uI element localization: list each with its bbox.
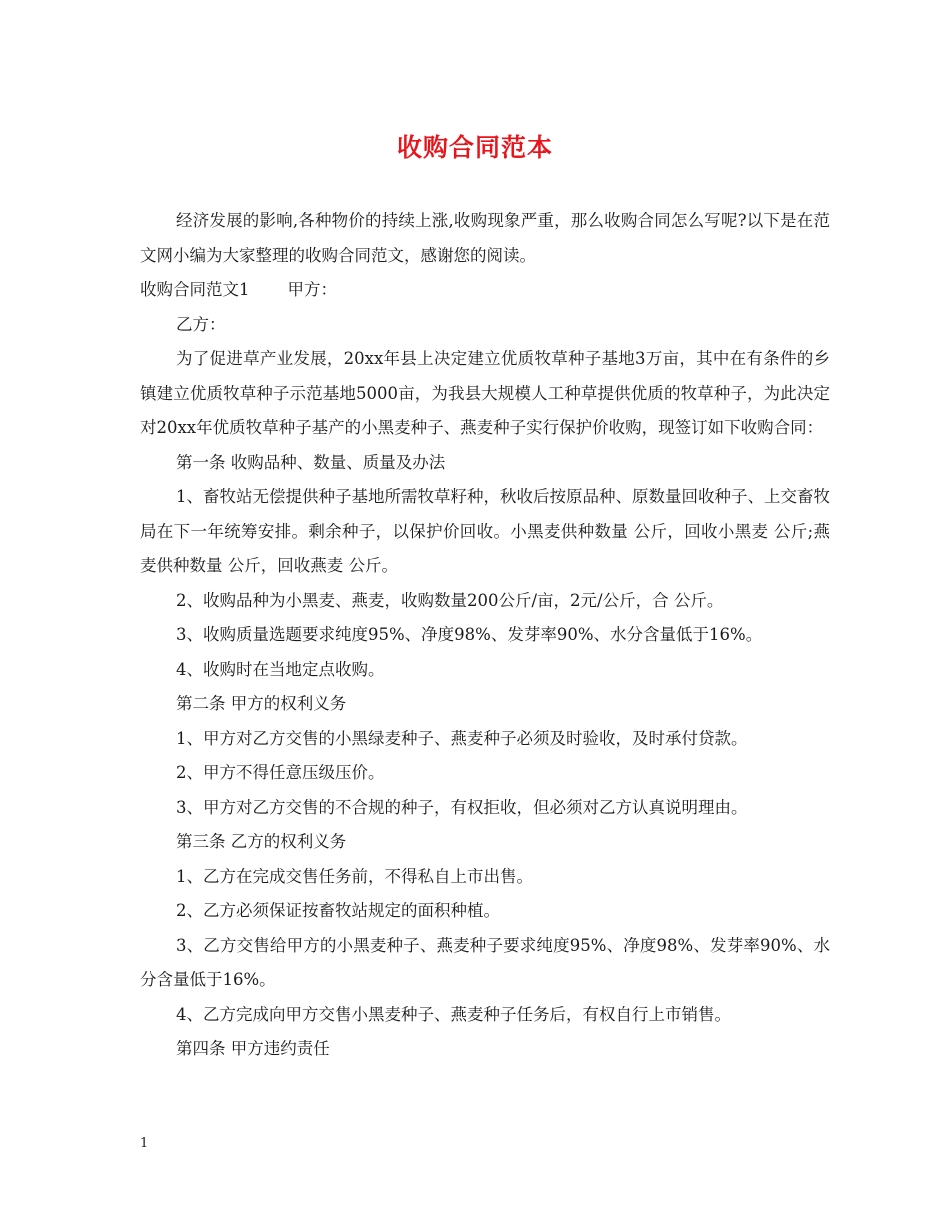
article-1-heading: 第一条 收购品种、数量、质量及办法 (176, 452, 446, 472)
sample-heading-line (140, 273, 830, 308)
preamble-paragraph: 为了促进草产业发展，20xx年县上决定建立优质牧草种子基地3万亩，其中在有条件的乡镇建立优质牧草种子示范基地5000亩，为我县大规模人工种草提供优质的牧草种子，为此决定对20xx年优质牧草种子基产的小黑麦种子、燕麦种子实行保护价收购，现签订如下收购合同： (140, 349, 830, 437)
article-3-heading: 第三条 乙方的权利义务 (176, 832, 347, 851)
article-4-heading: 第四条 甲方违约责任 (176, 1039, 330, 1058)
article-3-clause-4: 4、乙方完成向甲方交售小黑麦种子、燕麦种子任务后，有权自行上市销售。 (176, 1004, 731, 1024)
document-title: 收购合同范本 (396, 133, 553, 162)
article-2-clause-2: 2、甲方不得任意压级压价。 (176, 763, 385, 782)
party-a-label: 甲方： (287, 280, 337, 299)
intro-paragraph: 经济发展的影响,各种物价的持续上涨,收购现象严重，那么收购合同怎么写呢?以下是在范文网小编为大家整理的收购合同范文，感谢您的阅读。 (140, 211, 830, 265)
article-2-clause-3: 3、甲方对乙方交售的不合规的种子，有权拒收，但必须对乙方认真说明理由。 (176, 797, 748, 817)
page-number: 1 (140, 1136, 149, 1151)
article-1-clause-1: 1、畜牧站无偿提供种子基地所需牧草籽种，秋收后按原品种、原数量回收种子、上交畜牧局在下一年统筹安排。剩余种子，以保护价回收。小黑麦供种数量 公斤，回收小黑麦 公斤;燕麦供种数量 公斤，回收燕麦 公斤。 (140, 487, 830, 575)
article-1-clause-3: 3、收购质量选题要求纯度95%、净度98%、发芽率90%、水分含量低于16%。 (176, 625, 763, 644)
article-3-clause-3: 3、乙方交售给甲方的小黑麦种子、燕麦种子要求纯度95%、净度98%、发芽率90%、水分含量低于16%。 (140, 935, 830, 989)
article-3-clause-2: 2、乙方必须保证按畜牧站规定的面积种植。 (176, 901, 500, 920)
article-3-clause-1: 1、乙方在完成交售任务前，不得私自上市出售。 (176, 866, 533, 886)
article-2-clause-1: 1、甲方对乙方交售的小黑绿麦种子、燕麦种子必须及时验收，及时承付贷款。 (176, 728, 748, 748)
article-1-clause-4: 4、收购时在当地定点收购。 (176, 659, 385, 679)
party-b-label: 乙方： (176, 314, 226, 334)
article-1-clause-2: 2、收购品种为小黑麦、燕麦，收购数量200公斤/亩，2元/公斤，合 公斤。 (176, 590, 724, 610)
article-2-heading: 第二条 甲方的权利义务 (176, 694, 347, 713)
document-body (140, 204, 830, 1067)
sample-heading: 收购合同范文1 (140, 280, 250, 299)
